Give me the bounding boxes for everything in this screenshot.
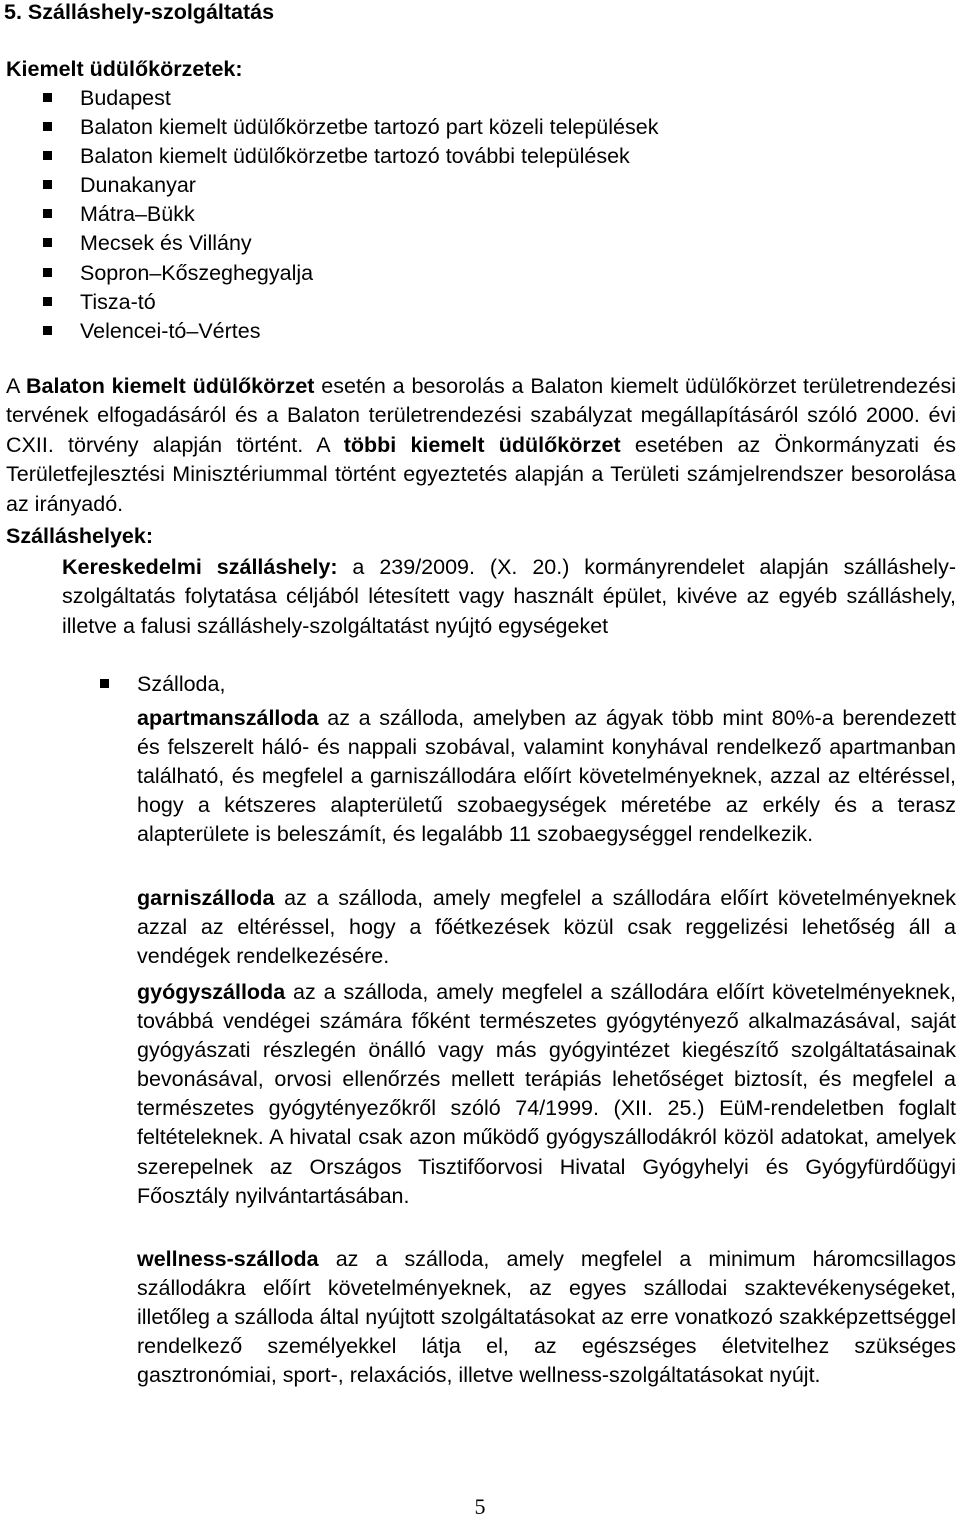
list-item: Balaton kiemelt üdülőkörzetbe tartozó további települések <box>0 142 658 171</box>
square-bullet-icon <box>43 180 52 189</box>
accommodations-heading: Szálláshelyek: <box>6 524 154 548</box>
square-bullet-icon <box>43 268 52 277</box>
square-bullet-icon <box>43 122 52 131</box>
definition-garni-hotel: garniszálloda az a szálloda, amely megfelel a szállodára előírt követelményeknek azzal az eltéréssel, hogy a főétkezések közül csak reggelizési lehetőség áll a vendégek rendelkezésére. <box>137 886 956 969</box>
list-item: Velencei-tó–Vértes <box>0 317 658 346</box>
list-item: Balaton kiemelt üdülőkörzetbe tartozó part közeli települések <box>0 113 658 142</box>
square-bullet-icon <box>100 679 109 688</box>
square-bullet-icon <box>43 209 52 218</box>
list-item: Budapest <box>0 84 658 113</box>
definition-spa-hotel: gyógyszálloda az a szálloda, amely megfelel a szállodára előírt követelményeknek, továbbá vendégei számára főként természetes gyógytényező alkalmazásával, saját gyógyászati részlegén önálló vagy más gyógyintézet kiegészítő szolgáltatásainak bevonásával, orvosi ellenőrzés mellett terápiás lehetőséget biztosít, és megfelel a természetes gyógytényezőkről szóló 74/1999. (XII. 25.) EüM-rendeletben foglalt feltételeknek. A hivatal csak azon működő gyógyszállodákról közöl adatokat, amelyek szerepelnek az Országos Tisztifőorvosi Hivatal Gyógyhelyi és Gyógyfürdőügyi Főosztály nyilvántartásában. <box>137 980 956 1208</box>
definition-apartment-hotel: apartmanszálloda az a szálloda, amelyben az ágyak több mint 80%-a berendezett és felszerelt háló- és nappali szobával, valamint konyhával rendelkező apartmanban található, és megfelel a garniszállodára előírt követelményeknek, azzal az eltéréssel, hogy a kétszeres alapterületű szobaegységek méretébe az erkély és a terasz alapterülete is beleszámít, és legalább 11 szobaegységgel rendelkezik. <box>137 706 956 847</box>
region-list-heading: Kiemelt üdülőkörzetek: <box>6 57 243 81</box>
document-page: 5. Szálláshely-szolgáltatás Kiemelt üdülőkörzetek: Budapest Balaton kiemelt üdülőkörzetbe tartozó part közeli települések Balaton kiemelt üdülőkörzetbe tartozó további települések Dunakanyar Mátra–Bükk Mecsek és Villány Sopron–Kőszeghegyalja Tisza-tó Velencei-tó–Vértes A Balaton kiemelt üdülőkörzet esetén a besorolás a Balaton kiemelt üdülőkörzet területrendezési tervének elfogadásáról és a Balaton területrendezési szabályzat megállapításáról szóló 2000. évi CXII. törvény alapján történt. A többi kiemelt üdülőkörzet esetében az Önkormányzati és Területfejlesztési Minisztériummal történt egyeztetés alapján a Területi számjelrendszer besorolása az irányadó. Szálláshelyek: Kereskedelmi szálláshely: a 239/2009. (X. 20.) kormányrendelet alapján szálláshely-szolgáltatás folytatása céljából létesített vagy használt épület, kivéve az egyéb szálláshely, illetve a falusi szálláshely-szolgáltatást nyújtó egységeket Szálloda, apartmanszálloda az a szálloda, amelyben az ágyak több mint 80%-a berendezett és felszerelt háló- és nappali szobával, valamint konyhával rendelkező apartmanban található, és megfelel a garniszállodára előírt követelményeknek, azzal az eltéréssel, hogy a kétszeres alapterületű szobaegységek méretébe az erkély és a terasz alapterülete is beleszámít, és legalább 11 szobaegységgel rendelkezik. garniszálloda az a szálloda, amely megfelel a szállodára előírt követelményeknek azzal az eltéréssel, hogy a főétkezések közül csak reggelizési lehetőség áll a vendégek rendelkezésére. gyógyszálloda az a szálloda, amely megfelel a szállodára előírt követelményeknek, továbbá vendégei számára főként természetes gyógytényező alkalmazásával, saját gyógyászati részlegén önálló vagy más gyógyintézet kiegészítő szolgáltatásainak bevonásával, orvosi ellenőrzés mellett terápiás lehetőséget biztosít, és megfelel a természetes gyógytényezőkről szóló 74/1999. (XII. 25.) EüM-rendeletben foglalt feltételeknek. A hivatal csak azon működő gyógyszállodákról közöl adatokat, amelyek szerepelnek az Országos Tisztifőorvosi Hivatal Gyógyhelyi és Gyógyfürdőügyi Főosztály nyilvántartásában. wellness-szálloda az a szálloda, amely megfelel a minimum háromcsillagos szállodákra előírt követelményeknek, az egyes szállodai szaktevékenységeket, illetőleg a szálloda által nyújtott szolgáltatásokat az erre vonatkozó szakképzettséggel rendelkező személyekkel látja el, az egészséges életvitelhez szükséges gasztronómiai, sport-, relaxációs, illetve wellness-szolgáltatásokat nyújt. 5 <box>0 0 960 1521</box>
list-item: Mecsek és Villány <box>0 229 658 258</box>
page-number: 5 <box>474 1494 486 1519</box>
list-item: Mátra–Bükk <box>0 200 658 229</box>
region-list <box>0 84 658 346</box>
square-bullet-icon <box>43 151 52 160</box>
square-bullet-icon <box>43 238 52 247</box>
commercial-accommodation-paragraph: Kereskedelmi szálláshely: a 239/2009. (X. 20.) kormányrendelet alapján szálláshely-szolgáltatás folytatása céljából létesített vagy használt épület, kivéve az egyéb szálláshely, illetve a falusi szálláshely-szolgáltatást nyújtó egységeket <box>62 555 956 638</box>
definition-wellness-hotel: wellness-szálloda az a szálloda, amely megfelel a minimum háromcsillagos szállodákra előírt követelményeknek, az egyes szállodai szaktevékenységeket, illetőleg a szálloda által nyújtott szolgáltatásokat az erre vonatkozó szakképzettséggel rendelkező személyekkel látja el, az egészséges életvitelhez szükséges gasztronómiai, sport-, relaxációs, illetve wellness-szolgáltatásokat nyújt. <box>137 1247 956 1388</box>
list-item: Dunakanyar <box>0 171 658 200</box>
square-bullet-icon <box>43 297 52 306</box>
square-bullet-icon <box>43 326 52 335</box>
section-title: 5. Szálláshely-szolgáltatás <box>4 0 275 24</box>
balaton-paragraph: A Balaton kiemelt üdülőkörzet esetén a besorolás a Balaton kiemelt üdülőkörzet területrendezési tervének elfogadásáról és a Balaton területrendezési szabályzat megállapításáról szóló 2000. évi CXII. törvény alapján történt. A többi kiemelt üdülőkörzet esetében az Önkormányzati és Területfejlesztési Minisztériummal történt egyeztetés alapján a Területi számjelrendszer besorolása az irányadó. <box>6 374 956 516</box>
list-item: Tisza-tó <box>0 288 658 317</box>
list-item: Sopron–Kőszeghegyalja <box>0 259 658 288</box>
square-bullet-icon <box>43 93 52 102</box>
